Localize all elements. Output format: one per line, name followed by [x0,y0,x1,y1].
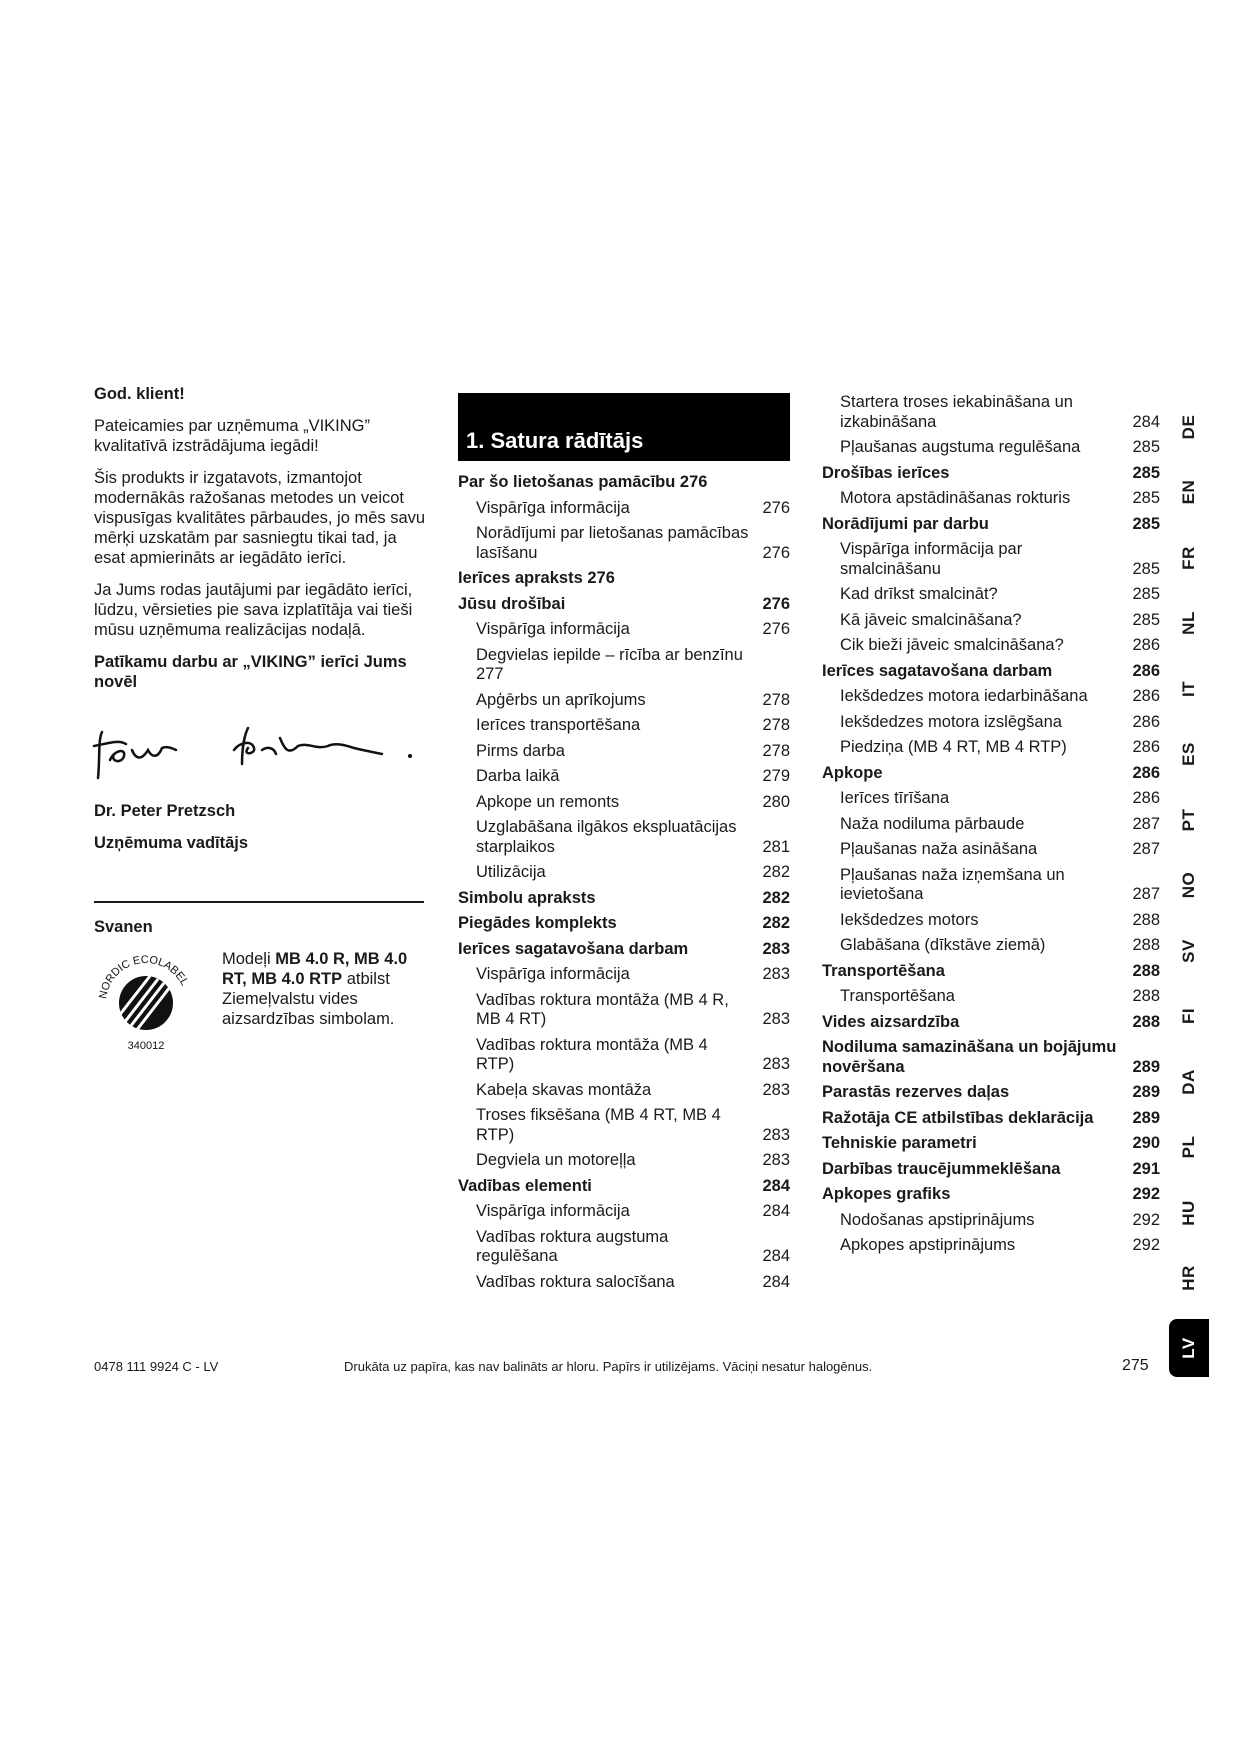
toc-entry [822,840,1160,860]
toc-entry-title: Vispārīga informācija [476,498,630,517]
ecolabel-text: NORDIC ECOLABEL [97,953,191,1000]
toc-entry-title: Kabeļa skavas montāža [476,1080,652,1099]
signer-name: Dr. Peter Pretzsch [94,802,236,820]
toc-entry-title: Darbības traucējummeklēšana [822,1159,1061,1178]
toc-entry-page: 288 [1132,987,1160,1005]
toc-entry-title: Ierīces tīrīšana [840,789,950,807]
toc-entry [822,585,1160,605]
language-tab[interactable]: IT [1179,680,1198,697]
swan-block [94,949,427,1058]
language-tab[interactable]: SV [1179,938,1198,963]
toc-entry-page: 285 [1132,514,1160,533]
toc-entry-title: Piedziņa (MB 4 RT, MB 4 RTP) [840,738,1067,756]
toc-entry-title: Tehniskie parametri [822,1134,977,1152]
toc-title: 1. Satura rādītājs [458,393,790,461]
toc-entry [822,789,1160,809]
toc-entry-title: Apkope [822,763,883,782]
toc-entry [458,1106,790,1145]
toc-entry-title: Nodošanas apstiprinājums [840,1210,1035,1229]
toc-entry [458,767,790,787]
toc-entry-title: Vispārīga informācija [476,1202,630,1220]
language-tab[interactable]: ES [1179,742,1198,767]
toc-entry-title: Apkope un remonts [476,792,620,811]
toc-entry [458,1202,790,1222]
toc-entry [458,742,790,762]
toc-entry [822,464,1160,484]
toc-entry-page: 278 [762,716,790,734]
toc-entry-page: 276 [762,498,790,517]
toc-entry-title: Motora apstādināšanas rokturis [840,489,1071,507]
toc-entry-title: Norādījumi par lietošanas pamācības lasīšanu [476,524,749,562]
toc-entry-page: 285 [1132,610,1160,629]
toc-entry-page: 278 [762,690,790,709]
toc-entry-title: Iekšdedzes motora iedarbināšana [840,687,1088,705]
toc-entry [822,962,1160,982]
toc-entry-title: Drošības ierīces [822,463,950,482]
toc-entry-page: 282 [762,914,790,932]
toc-entry-title: Vadības roktura augstuma regulēšana [476,1227,669,1265]
toc-entry-title: Vispārīga informācija [476,965,630,983]
toc-entry-title: Parastās rezerves daļas [822,1083,1010,1101]
toc-entry [458,569,790,589]
toc-entry [458,991,790,1030]
toc-entry [822,687,1160,707]
toc-entry-title: Ražotāja CE atbilstības deklarācija [822,1108,1094,1127]
language-tab[interactable]: FI [1179,1008,1198,1025]
toc-entry-page: 283 [762,1080,790,1099]
toc-entry-title: Par šo lietošanas pamācību 276 [458,473,708,491]
intro-column [94,384,427,1058]
toc-entry-page: 291 [1132,1159,1160,1178]
toc-entry-page: 280 [762,792,790,811]
toc-entry-title: Vispārīga informācija par smalcināšanu [840,540,1023,578]
toc-entry [822,1038,1160,1077]
toc-entry-title: Pļaušanas naža izņemšana un ievietošana [840,865,1065,903]
toc-entry-page: 292 [1132,1185,1160,1203]
toc-entry-title: Kā jāveic smalcināšana? [840,610,1022,629]
toc-entry-title: Ierīces apraksts 276 [458,569,615,587]
language-tab[interactable]: PT [1179,808,1198,832]
toc-entry [458,716,790,736]
toc-entry-page: 285 [1132,585,1160,603]
toc-entry-page: 281 [762,837,790,856]
toc-entry [458,524,790,563]
toc-entry-title: Vispārīga informācija [476,620,630,638]
toc-entry [458,914,790,934]
toc-entry-page: 289 [1132,1083,1160,1101]
toc-entry [458,965,790,985]
signature-image [92,720,427,795]
toc-entry-title: Vadības elementi [458,1176,592,1195]
language-tab[interactable]: HR [1179,1265,1198,1292]
toc-entry-title: Jūsu drošībai [458,594,566,613]
intro-paragraph-1: Pateicamies par uzņēmuma „VIKING” kvalitatīvā izstrādājuma iegādi! [94,417,371,455]
toc-entry-page: 283 [762,1151,790,1169]
toc-entry-title: Ierīces sagatavošana darbam [458,939,689,958]
toc-entry [822,540,1160,579]
toc-entry [458,620,790,640]
toc-entry-title: Uzglabāšana ilgākos ekspluatācijas starplaikos [476,818,737,856]
toc-entry-page: 286 [1132,738,1160,756]
toc-entry-page: 283 [762,965,790,983]
toc-entry-page: 286 [1132,712,1160,731]
toc-entry-title: Startera troses iekabināšana un izkabināšana [840,393,1073,431]
toc-entry-page: 284 [762,1202,790,1220]
toc-entry [822,815,1160,835]
toc-entry-title: Naža nodiluma pārbaude [840,814,1025,833]
toc-entry [822,393,1160,432]
toc-entry [458,499,790,519]
toc-entry [822,1185,1160,1205]
toc-entry-title: Pļaušanas naža asināšana [840,840,1038,858]
toc-entry [822,662,1160,682]
toc-entry [458,863,790,883]
toc-entry-page: 292 [1132,1210,1160,1229]
toc-entry [822,911,1160,931]
toc-entry [822,1013,1160,1033]
toc-entry-title: Norādījumi par darbu [822,514,989,533]
toc-entry [822,438,1160,458]
toc-entry [458,1151,790,1171]
toc-entry [822,987,1160,1007]
toc-entry-page: 284 [762,1247,790,1265]
toc-entry-page: 282 [762,888,790,907]
toc-entry [458,940,790,960]
intro-paragraph-3: Ja Jums rodas jautājumi par iegādāto ierīci, lūdzu, vērsieties pie sava izplatītāja vai tieši mūsu uzņēmuma realizācijas nodaļā. [94,581,413,639]
toc-entry-page: 279 [762,767,790,785]
toc-entry-page: 292 [1132,1236,1160,1254]
toc-entry-title: Kad drīkst smalcināt? [840,585,998,603]
toc-entry-page: 285 [1132,559,1160,578]
toc-entry [822,636,1160,656]
toc-entry [822,713,1160,733]
toc-entry-page: 287 [1132,840,1160,858]
toc-entry-title: Nodiluma samazināšana un bojājumu novēršana [822,1038,1117,1076]
toc-entry-title: Piegādes komplekts [458,914,617,932]
document-code: 0478 111 9924 C - LV [94,1359,219,1374]
toc-entry [458,1081,790,1101]
toc-entry [458,1177,790,1197]
toc-entry [458,793,790,813]
toc-entry-page: 284 [762,1272,790,1291]
toc-entry [458,1228,790,1267]
toc-column-right [822,393,1160,1262]
toc-entry [458,646,790,685]
toc-entry-title: Transportēšana [840,987,955,1005]
toc-entry-page: 283 [762,1010,790,1028]
toc-entry-page: 288 [1132,1012,1160,1031]
ecolabel-number: 340012 [127,1040,165,1052]
toc-entry [822,764,1160,784]
toc-entry-page: 286 [1132,789,1160,807]
toc-entry-title: Apģērbs un aprīkojums [476,690,646,709]
toc-entry-page: 288 [1132,910,1160,929]
toc-entry-title: Vadības roktura montāža (MB 4 RTP) [476,1035,708,1073]
language-tabs [1169,394,1209,1377]
toc-entry-page: 276 [762,620,790,638]
toc-entry-page: 283 [762,939,790,958]
toc-entry-title: Troses fiksēšana (MB 4 RT, MB 4 RTP) [476,1106,721,1144]
toc-entry [822,489,1160,509]
divider [94,901,424,903]
greeting: God. klient! [94,385,185,403]
swan-heading: Svanen [94,918,153,936]
toc-list [822,393,1160,1256]
nordic-ecolabel-logo [94,949,198,1058]
toc-entry [822,515,1160,535]
language-tab[interactable]: PL [1179,1135,1198,1159]
toc-entry-title: Apkopes grafiks [822,1185,951,1203]
closing-line: Patīkamu darbu ar „VIKING” ierīci Jums novēl [94,653,407,691]
toc-entry-title: Degvielas iepilde – rīcība ar benzīnu 277 [476,645,743,683]
toc-entry-page: 287 [1132,885,1160,903]
toc-entry [458,1273,790,1293]
signer-title: Uzņēmuma vadītājs [94,834,249,852]
toc-entry-page: 276 [762,543,790,562]
toc-entry-title: Cik bieži jāveic smalcināšana? [840,636,1064,654]
toc-entry-title: Pļaušanas augstuma regulēšana [840,438,1081,456]
toc-entry-title: Pirms darba [476,741,565,760]
toc-entry-page: 285 [1132,463,1160,482]
toc-entry-title: Darba laikā [476,767,560,785]
toc-entry-page: 283 [762,1125,790,1144]
page-number: 275 [1122,1357,1149,1374]
toc-entry-page: 282 [762,863,790,881]
toc-entry [822,866,1160,905]
toc-entry-title: Simbolu apraksts [458,888,596,907]
toc-entry-title: Apkopes apstiprinājums [840,1236,1016,1254]
intro-paragraph-2: Šis produkts ir izgatavots, izmantojot modernākās ražošanas metodes un veicot vispusīgas kvalitātes pārbaudes, jo mēs savu mērķi uzskatām par sasniegtu tikai tad, ja esat apmierināts ar iegādāto ierīci. [94,469,426,567]
toc-entry-page: 289 [1132,1057,1160,1076]
swan-models: MB 4.0 R, MB 4.0 RT, MB 4.0 RTP [222,950,408,988]
toc-entry-page: 290 [1132,1134,1160,1152]
language-tab[interactable]: DE [1179,414,1198,440]
language-tab[interactable]: NL [1179,611,1198,636]
toc-entry [458,473,790,493]
toc-entry [458,818,790,857]
toc-entry-title: Ierīces transportēšana [476,716,641,734]
paper-note: Drukāta uz papīra, kas nav balināts ar hloru. Papīrs ir utilizējams. Vāciņi nesatur halogēnus. [344,1359,873,1374]
toc-list [458,473,790,1292]
toc-entry-title: Utilizācija [476,863,546,881]
toc-entry-page: 285 [1132,438,1160,456]
toc-entry-page: 289 [1132,1108,1160,1127]
language-tab[interactable]: EN [1179,479,1198,505]
toc-entry-title: Transportēšana [822,961,945,980]
toc-entry-title: Iekšdedzes motora izslēgšana [840,712,1062,731]
toc-entry-page: 286 [1132,636,1160,654]
toc-entry-page: 288 [1132,936,1160,954]
toc-entry-page: 285 [1132,489,1160,507]
toc-entry [822,936,1160,956]
language-tab[interactable]: FR [1179,545,1198,570]
toc-entry-page: 288 [1132,961,1160,980]
toc-entry-title: Vadības roktura montāža (MB 4 R, MB 4 RT) [476,990,729,1028]
toc-entry-title: Ierīces sagatavošana darbam [822,661,1053,680]
toc-entry [822,1160,1160,1180]
toc-entry [822,1236,1160,1256]
toc-entry [822,1211,1160,1231]
toc-entry [822,1109,1160,1129]
toc-entry [822,1083,1160,1103]
toc-entry-title: Vides aizsardzība [822,1012,960,1031]
toc-entry-page: 283 [762,1055,790,1073]
toc-entry [458,1036,790,1075]
language-tab-active[interactable]: LV [1169,1319,1209,1377]
toc-entry-page: 278 [762,741,790,760]
toc-entry-page: 287 [1132,814,1160,833]
toc-entry [458,889,790,909]
toc-entry-page: 284 [1132,412,1160,431]
language-tab[interactable]: HU [1179,1199,1198,1226]
toc-entry [822,1134,1160,1154]
language-tab[interactable]: DA [1179,1068,1198,1095]
toc-column-middle [458,393,790,1298]
toc-entry-page: 276 [762,594,790,613]
toc-entry-title: Vadības roktura salocīšana [476,1272,675,1291]
swan-description: Modeļi MB 4.0 R, MB 4.0 RT, MB 4.0 RTP atbilst Ziemeļvalstu vides aizsardzības simbolam. [222,950,408,1028]
toc-entry-title: Degviela un motoreļļa [476,1151,636,1169]
toc-entry-page: 284 [762,1176,790,1195]
toc-entry-title: Glabāšana (dīkstāve ziemā) [840,936,1046,954]
toc-entry [822,738,1160,758]
language-tab[interactable]: NO [1179,872,1198,899]
toc-entry-page: 286 [1132,763,1160,782]
toc-entry-page: 286 [1132,687,1160,705]
toc-entry [458,691,790,711]
toc-entry [458,595,790,615]
toc-entry-page: 286 [1132,661,1160,680]
toc-entry-title: Iekšdedzes motors [840,910,979,929]
toc-entry [822,611,1160,631]
